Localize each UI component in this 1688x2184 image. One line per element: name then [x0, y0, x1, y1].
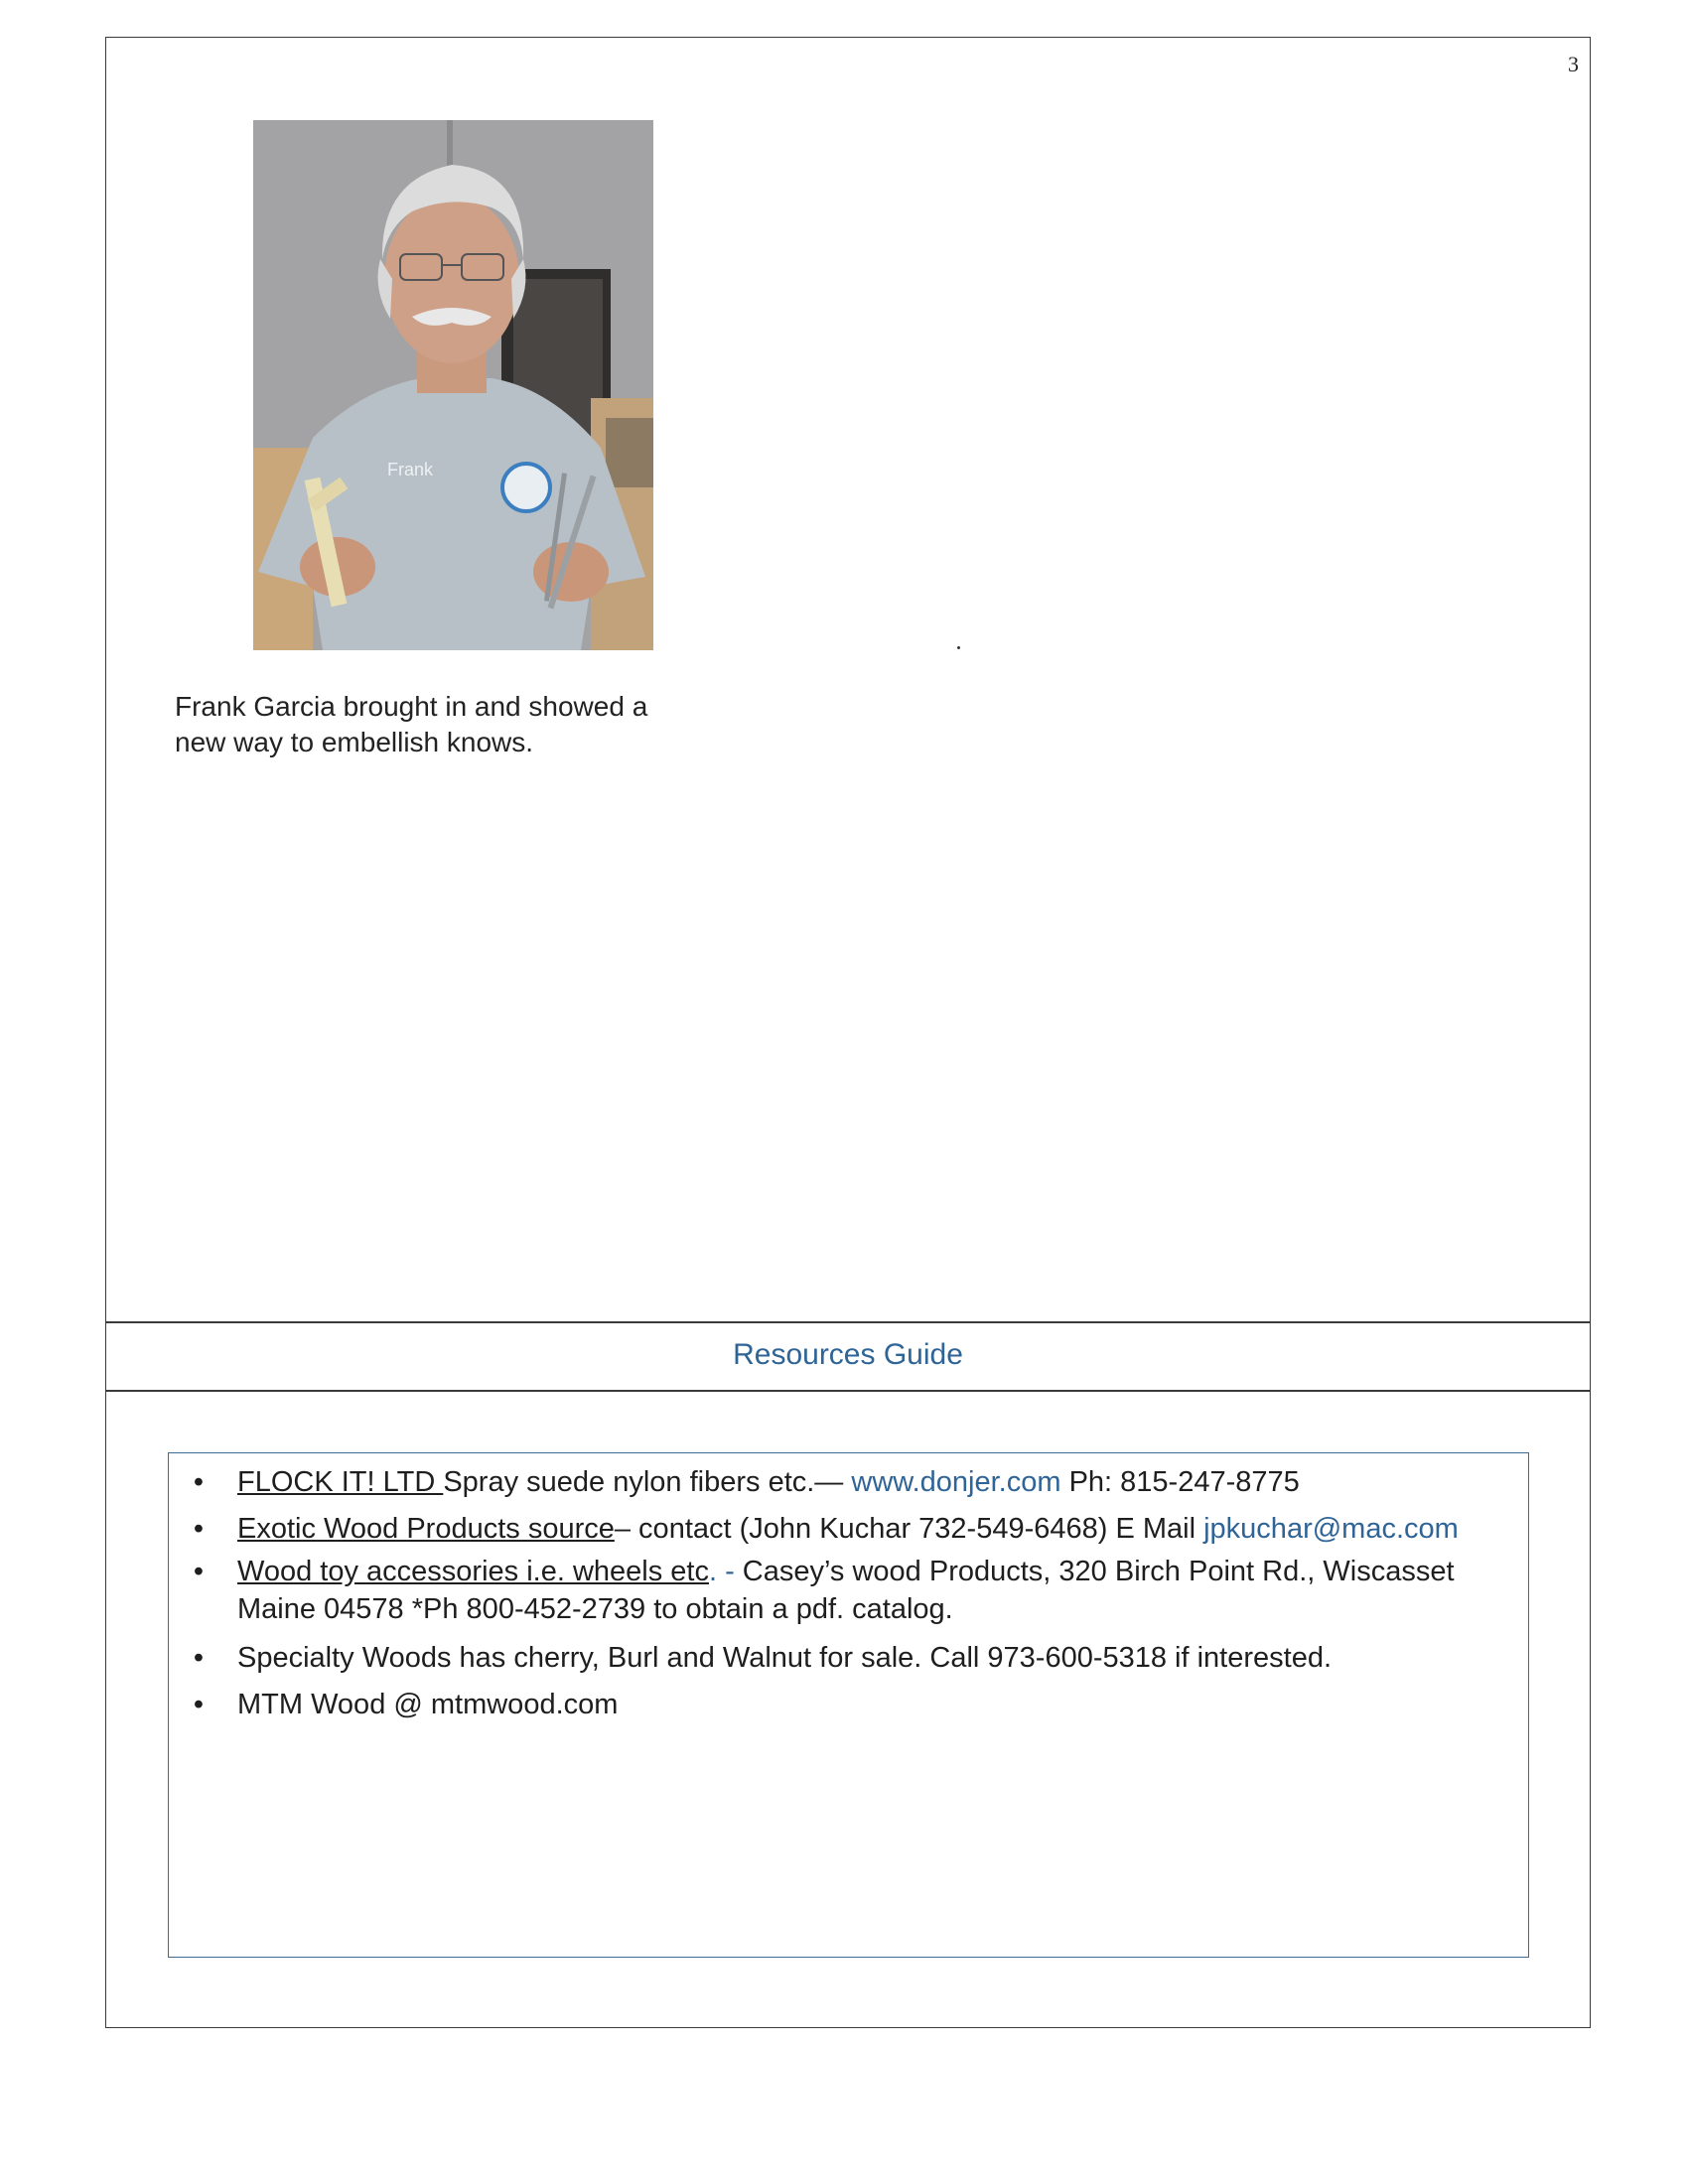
resource-description: – contact (John Kuchar 732-549-6468) E Mail: [614, 1513, 1204, 1545]
resource-description: Spray suede nylon fibers etc.—: [443, 1466, 852, 1498]
shirt-name: Frank: [387, 460, 434, 479]
resource-description: MTM Wood @ mtmwood.com: [237, 1689, 619, 1720]
stray-dot: [957, 646, 960, 649]
resource-phone: Ph: 815-247-8775: [1060, 1466, 1300, 1498]
page-number: 3: [1568, 52, 1579, 76]
photo-caption: Frank Garcia brought in and showed a new way to embellish knows.: [175, 691, 648, 757]
resource-description: Specialty Woods has cherry, Burl and Walnut for sale. Call 973-600-5318 if interested.: [237, 1642, 1333, 1674]
resource-name: Wood toy accessories i.e. wheels etc: [237, 1556, 709, 1587]
resources-box: [168, 1452, 1529, 1958]
bullet-icon: •: [193, 1513, 205, 1545]
resource-name: Exotic Wood Products source: [237, 1513, 615, 1545]
frank-garcia-photo: [253, 120, 653, 650]
resource-email-link[interactable]: jpkuchar@mac.com: [1203, 1513, 1459, 1545]
resource-description: Casey’s wood Products, 320 Birch Point Rd., Wiscasset Maine 04578 *Ph 800-452-2739 to obtain a pdf. catalog.: [237, 1556, 1455, 1625]
bullet-icon: •: [193, 1466, 205, 1498]
bullet-icon: •: [193, 1556, 205, 1587]
resource-link[interactable]: www.donjer.com: [851, 1466, 1061, 1498]
bullet-icon: •: [193, 1642, 205, 1674]
resources-guide-title: Resources Guide: [733, 1338, 963, 1371]
resource-separator: . -: [708, 1556, 735, 1587]
resource-name: FLOCK IT! LTD: [237, 1466, 444, 1498]
band-bottom-divider: [105, 1390, 1591, 1392]
bullet-icon: •: [193, 1689, 205, 1720]
